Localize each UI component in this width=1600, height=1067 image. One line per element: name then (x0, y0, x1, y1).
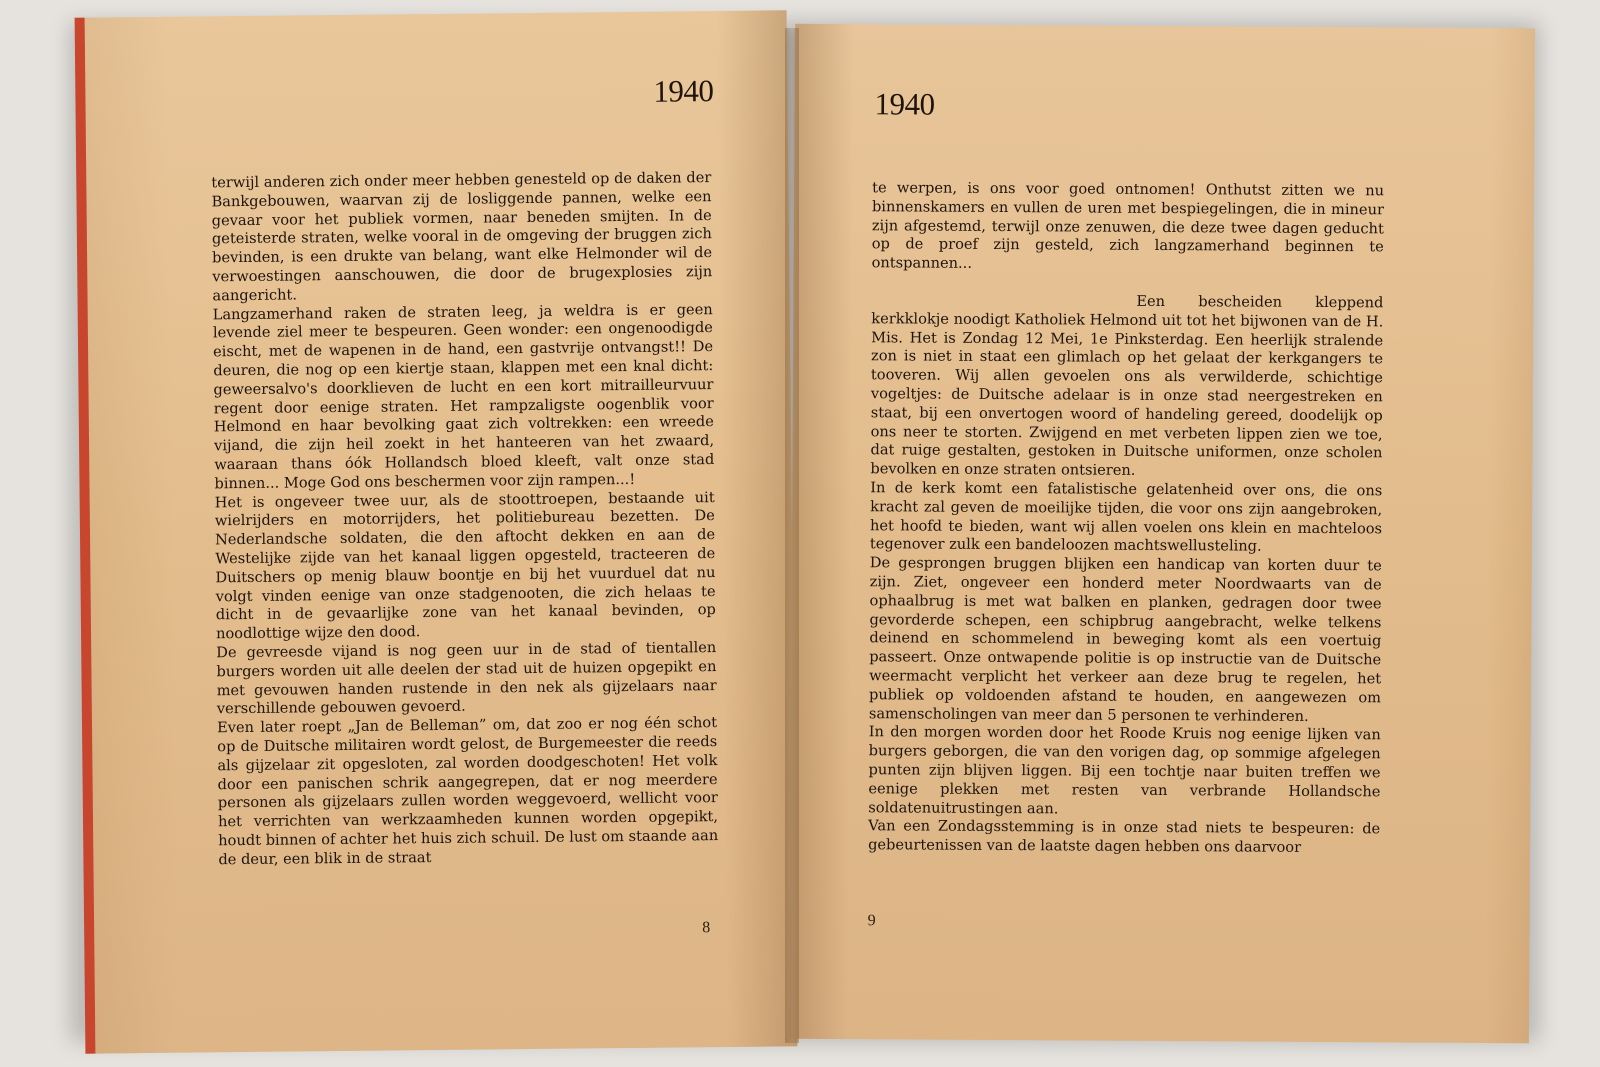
left-paragraph-2: Langzamerhand raken de straten leeg, ja weldra is er geen levende ziel meer te bespeuren. Geen wonder: een ongenoodigde eischt, met de wapenen in de hand, een gastvrije ontvangst!! De deuren, die nog op een kiertje staan, klappen met een knal dicht: geweersalvo's doorklieven de lucht en een kort mitrailleurvuur regent door eenige straten. Het rampzaligste oogenblik voor Helmond en haar bevolking gaat zich voltrekken: een wreede vijand, die zijn heil zoekt in het hanteeren van het zwaard, waaraan thans óók Hollandsch bloed kleeft, valt onze stad binnen... Moge God ons beschermen voor zijn rampen...! (212, 300, 715, 493)
right-page-body (868, 179, 1384, 858)
left-page (75, 10, 798, 1053)
right-paragraph-5: In den morgen worden door het Roode Kruis nog eenige lijken van burgers geborgen, die van den vorigen dag, op sommige afgelegen punten zijn blijven liggen. Bij een tochtje naar buiten treffen we eenige plekken met resten van verbrande Hollandsche soldatenuitrustingen aan. (868, 723, 1381, 817)
right-page-year-heading: 1940 (874, 86, 935, 122)
right-paragraph-2: Een bescheiden kleppend kerkklokje noodigt Katholiek Helmond uit tot het bijwonen van de H. Mis. Het is Zondag 12 Mei, 1e Pinksterdag. Een heerlijk stralende zon is niet in staat een glimlach op het gelaat der kerkgangers te tooveren. Wij allen gevoelen ons als verwilderde, schichtige vogeltjes: de Duitsche adelaar is in onze stad neergestreken en staat, bij een onvertogen woord of handeling gereed, doodelijk op ons neer te storten. Zwijgend en met verbeten lippen zien we toe, dat ruige gestalten, gestoken in Duitsche uniformen, onze scholen bevolken en onze straten ontsieren. (870, 292, 1384, 479)
left-paragraph-3: Het is ongeveer twee uur, als de stoottroepen, bestaande uit wielrijders en motorrijders, het politiebureau bezetten. De Nederlandsche soldaten, die den aftocht dekken en aan de Westelijke zijde van het kanaal liggen opgesteld, tracteeren de Duitschers op menig blauw boontje en bij het vuurduel dat nu volgt vinden eenige van onze stadgenooten, die zich helaas te dicht in de gevaarlijke zone van het kanaal bevinden, op noodlottige wijze den dood. (214, 488, 716, 643)
right-paragraph-3: In de kerk komt een fatalistische gelatenheid over ons, die ons kracht zal geven de moeilijke tijden, die voor ons zijn aangebroken, het hoofd te bieden, want wij allen voelen ons klein en machteloos tegenover zulk een bandeloozen machtswellusteling. (869, 479, 1383, 555)
right-paragraph-4: De gesprongen bruggen blijken een handicap van korten duur te zijn. Ziet, ongeveer een honderd meter Noordwaarts van de ophaalbrug is met wat balken en planken, gedragen door twee gevorderde schepen, een schipbrug aangebracht, welke telkens deinend en schommelend in beweging komt als een voertuig passeert. Onze ontwapende politie is op instructie van de Duitsche weermacht verplicht het verkeer aan deze brug te regelen, het publiek op voldoenden afstand te houden, en aangewezen om samenscholingen van meer dan 5 personen te verhinderen. (868, 554, 1382, 725)
right-page (789, 24, 1535, 1044)
left-page-body (211, 169, 718, 870)
right-paragraph-6: Van een Zondagsstemming is in onze stad niets te bespeuren: de gebeurtenissen van de laatste dagen hebben ons daarvoor (868, 817, 1381, 856)
book-spine (785, 28, 799, 1043)
left-page-year-heading: 1940 (653, 73, 714, 109)
left-paragraph-1: terwijl anderen zich onder meer hebben genesteld op de daken der Bankgebouwen, waarvan zij de losliggende pannen, welke een gevaar voor het publiek vormen, naar beneden smijten. In de geteisterde straten, welke vooral in de omgeving der bruggen zich bevinden, is een drukte van belang, want elke Helmonder wil de verwoestingen aanschouwen, die door de brugexplosies zijn aangericht. (211, 169, 713, 305)
left-page-number: 8 (702, 919, 711, 937)
right-page-number: 9 (867, 912, 876, 930)
left-paragraph-5: Even later roept „Jan de Belleman” om, dat zoo er nog één schot op de Duitsche militairen wordt gelost, de Burgemeester die reeds als gijzelaar zit opgesloten, zal worden doodgeschoten! Het volk door een panischen schrik aangegrepen, dat er nog meerdere personen als gijzelaars zullen worden weggevoerd, wellicht voor het verrichten van werkzaamheden kunnen worden opgepikt, houdt binnen of achter het huis zich schuil. De lust om staande aan de deur, een blik in de straat (216, 714, 719, 868)
left-paragraph-4: De gevreesde vijand is nog geen uur in de stad of tientallen burgers worden uit alle deelen der stad uit de huizen opgepikt en met gevouwen handen rustende in den nek als gijzelaars naar verschillende gebouwen gevoerd. (216, 638, 717, 718)
right-paragraph-1: te werpen, is ons voor goed ontnomen! Onthutst zitten we nu binnenskamers en vullen de uren met bespiegelingen, die in mineur zijn afgestemd, terwijl onze zenuwen, die deze twee dagen geducht op de proef zijn gesteld, zich langzamerhand beginnen te ontspannen... (871, 179, 1385, 273)
